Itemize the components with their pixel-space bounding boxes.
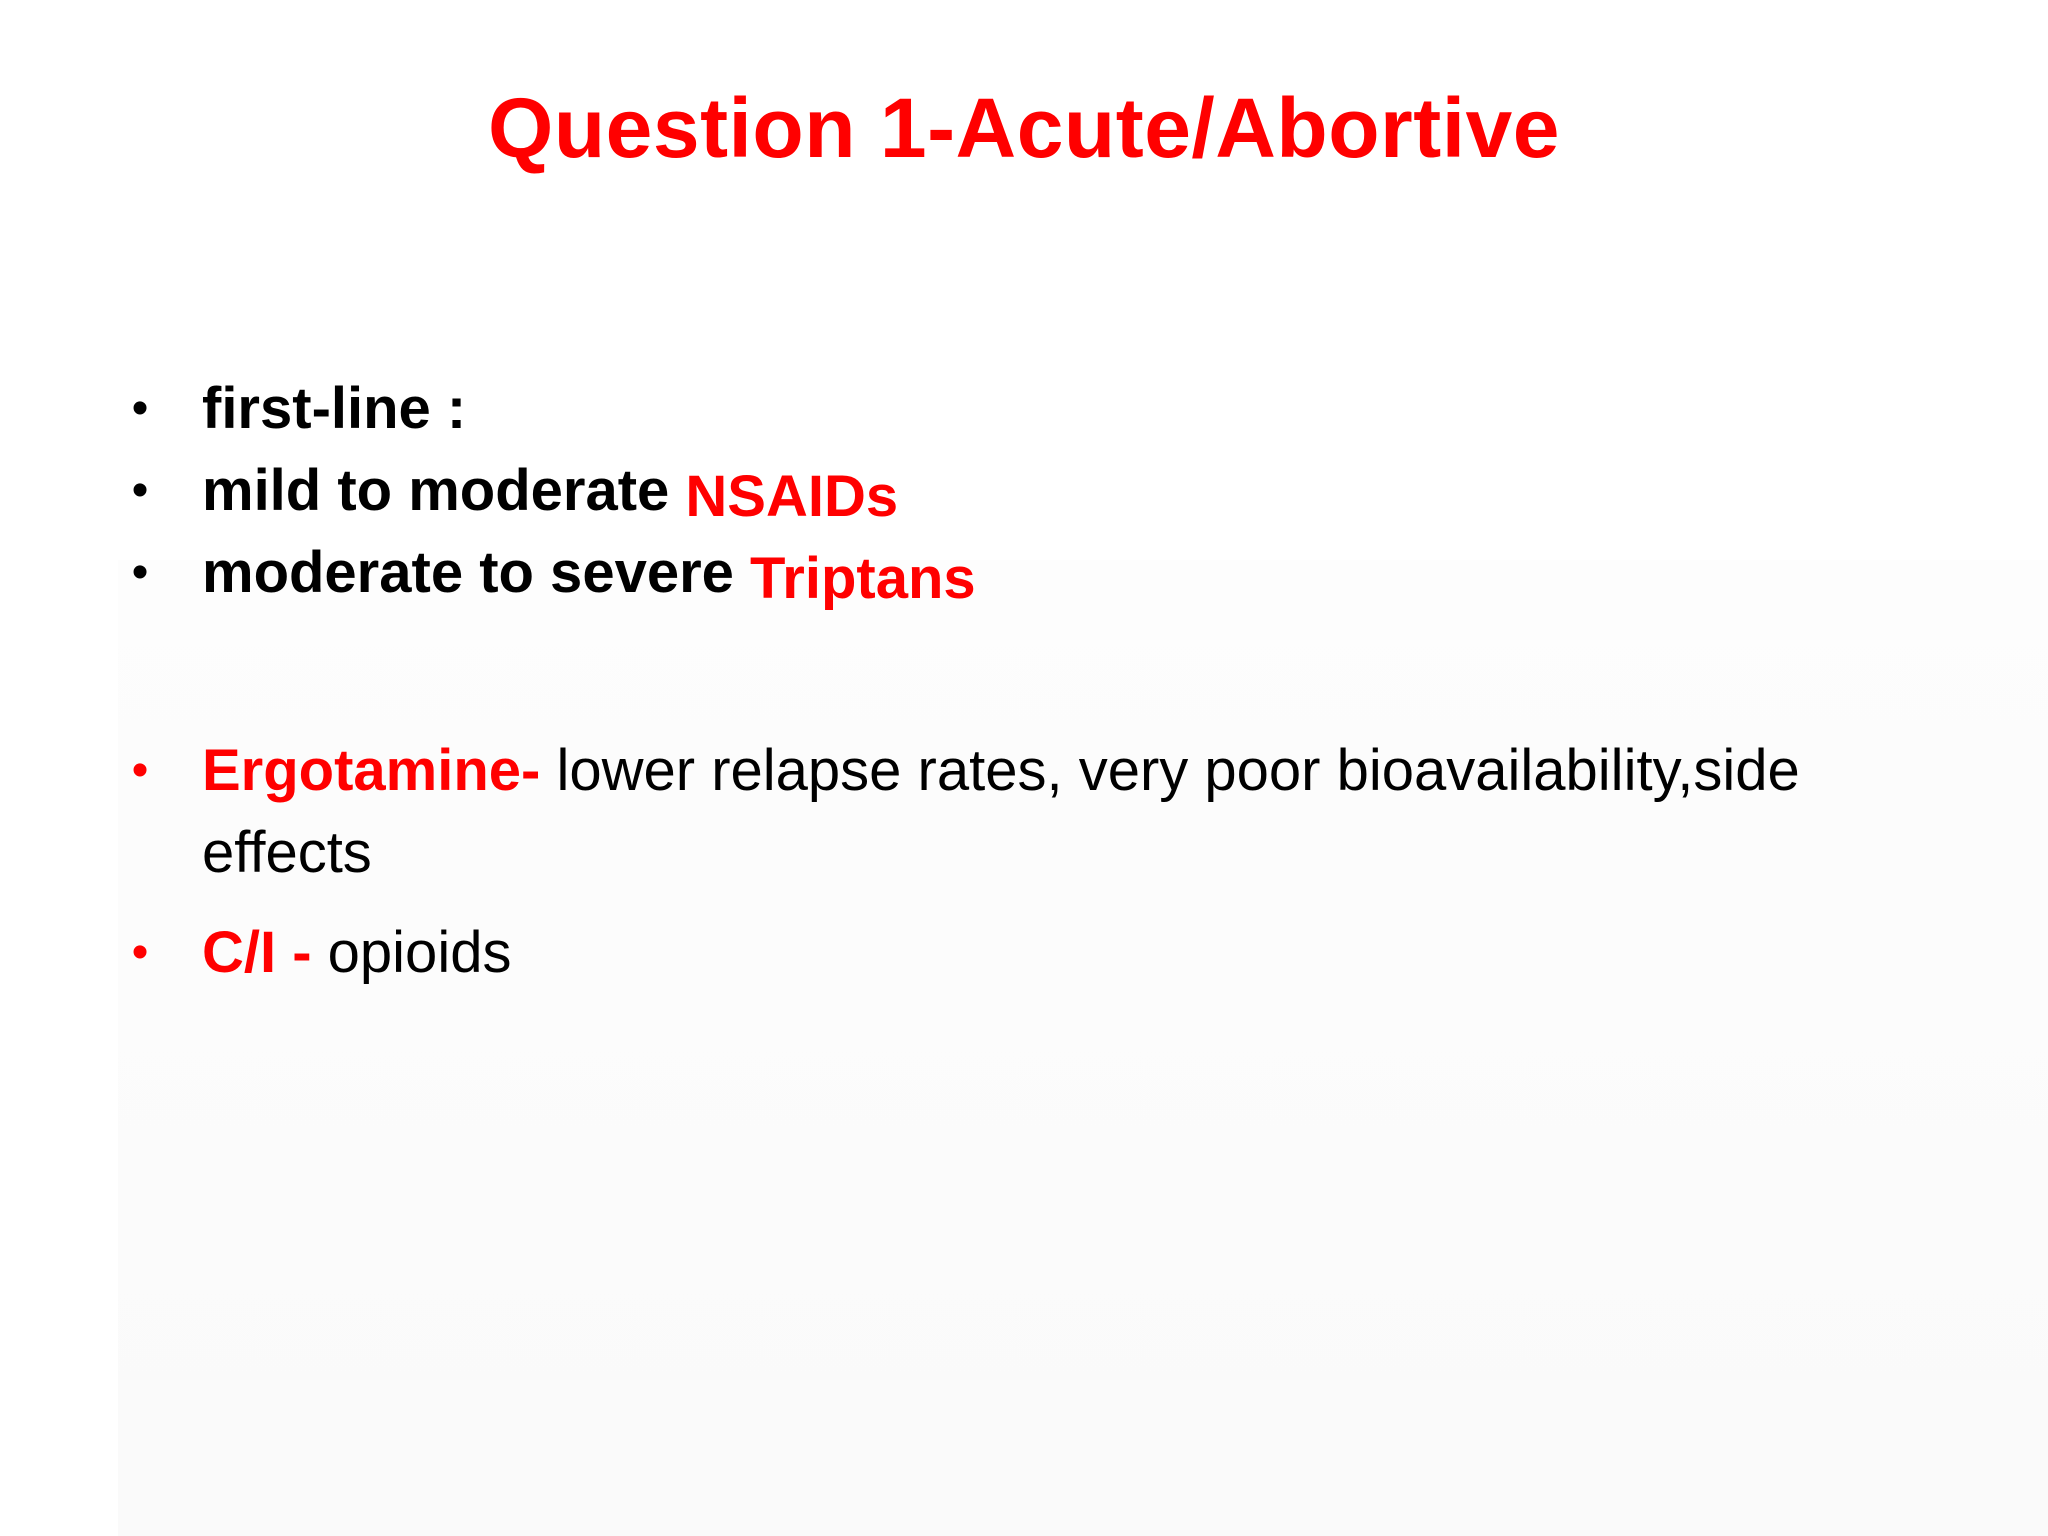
bullet-dot-icon: • (131, 744, 149, 797)
list-item-mild-to-moderate (122, 450, 1982, 532)
item-highlight: Triptans (750, 546, 976, 611)
item-highlight: NSAIDs (685, 464, 899, 529)
list-spacer (122, 614, 1982, 730)
item-lead: mild to moderate (202, 458, 670, 523)
bullet-list (122, 368, 1982, 994)
list-item-contraindication (122, 912, 1982, 994)
bullet-dot-icon: • (131, 926, 149, 979)
note-text: lower relapse rates, very poor bioavailability,side effects (202, 738, 1800, 885)
slide-title: Question 1-Acute/Abortive (488, 81, 1560, 175)
note-term: Ergotamine- (202, 738, 541, 803)
list-item-moderate-to-severe (122, 532, 1982, 614)
list-item-ergotamine (122, 730, 1982, 894)
note-text: opioids (311, 920, 512, 985)
item-lead: first-line : (202, 376, 467, 441)
note-term: C/I - (202, 920, 312, 985)
bullet-dot-icon: • (131, 382, 149, 435)
list-item-first-line (122, 368, 1982, 450)
bullet-dot-icon: • (131, 546, 149, 599)
bullet-dot-icon: • (131, 464, 149, 517)
item-lead: moderate to severe (202, 540, 734, 605)
